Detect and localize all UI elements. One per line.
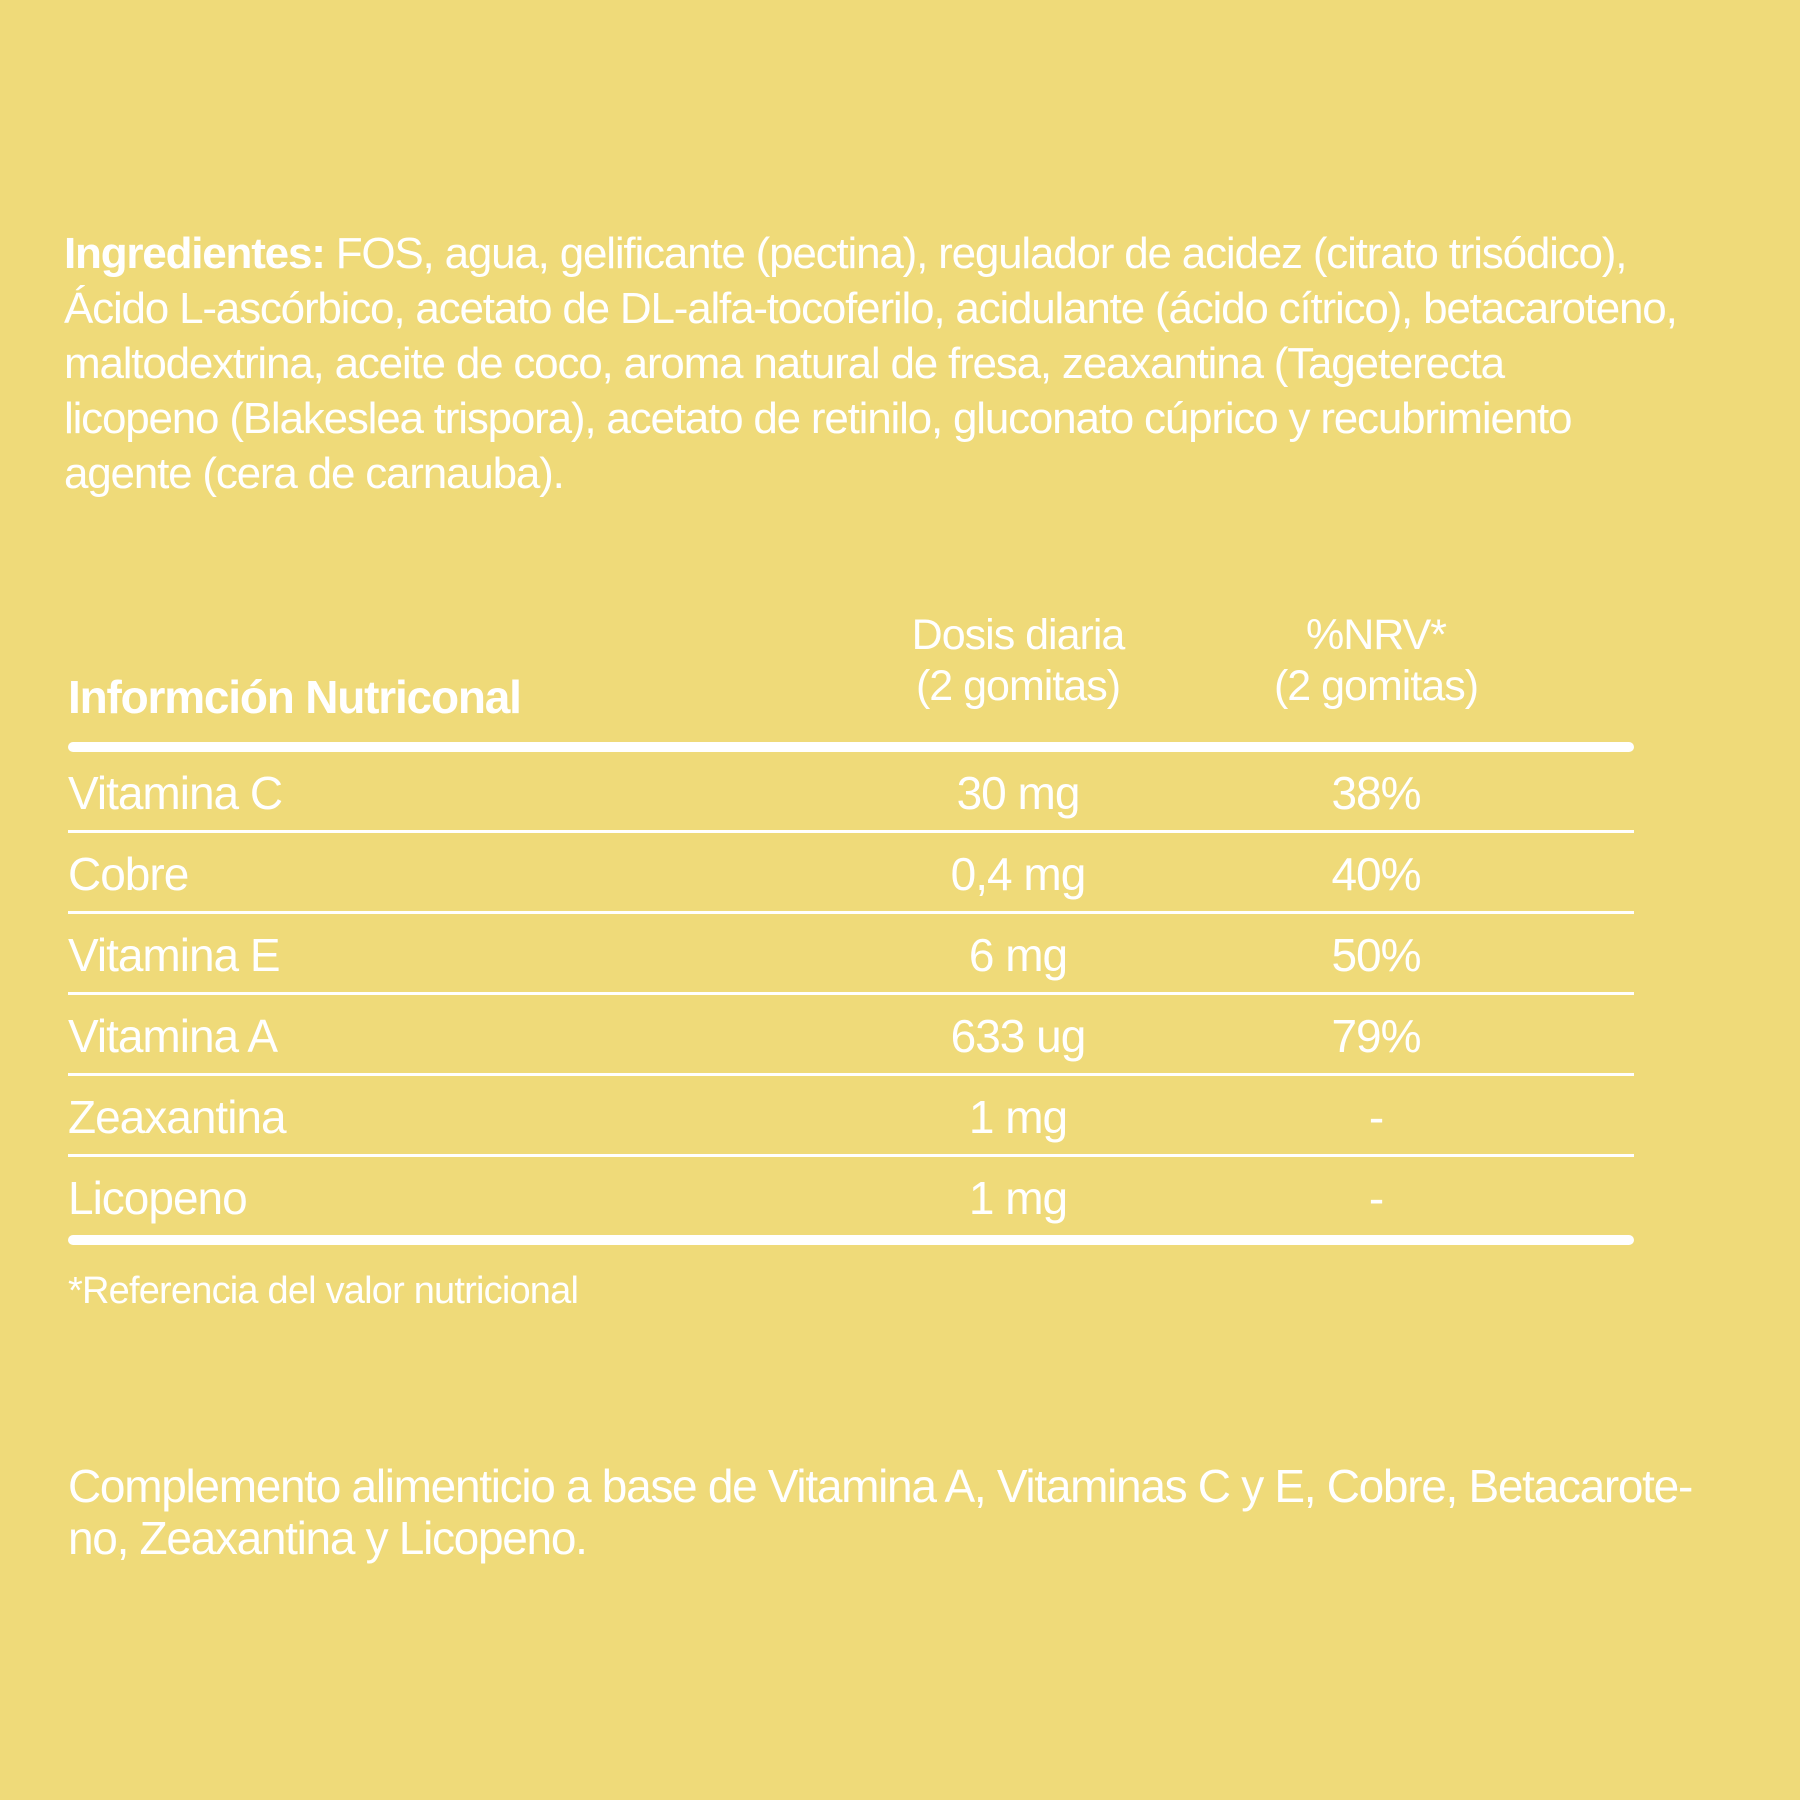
table-row	[68, 914, 1634, 995]
ingredients-paragraph	[64, 226, 1784, 501]
nutrient-nrv: 50%	[1331, 929, 1421, 981]
ingredients-line: maltodextrina, aceite de coco, aroma natural de fresa, zeaxantina (Tageterecta	[64, 339, 1504, 388]
table-row	[68, 995, 1634, 1076]
nutrient-dose: 0,4 mg	[950, 848, 1086, 900]
table-row	[68, 752, 1634, 833]
nrv-footnote: *Referencia del valor nutricional	[68, 1270, 579, 1312]
nutrient-dose: 1 mg	[968, 1091, 1068, 1143]
description-line: Complemento alimenticio a base de Vitamina A, Vitaminas C y E, Cobre, Betacarote-	[68, 1460, 1692, 1512]
nutrient-name: Vitamina A	[68, 1010, 278, 1062]
description-line: no, Zeaxantina y Licopeno.	[68, 1512, 587, 1564]
ingredients-line: Ácido L-ascórbico, acetato de DL-alfa-tocoferilo, acidulante (ácido cítrico), betacaroteno,	[64, 284, 1677, 333]
nutrient-name: Licopeno	[68, 1172, 247, 1224]
nutrient-nrv: -	[1368, 1091, 1384, 1143]
table-row	[68, 833, 1634, 914]
ingredients-line: agente (cera de carnauba).	[64, 449, 564, 498]
nutrient-name: Vitamina E	[68, 929, 280, 981]
table-top-rule	[68, 742, 1634, 752]
nutrient-dose: 6 mg	[968, 929, 1068, 981]
ingredients-lead: Ingredientes:	[64, 229, 325, 278]
nutrient-dose: 30 mg	[956, 767, 1080, 819]
nutrition-table-header	[68, 606, 1634, 742]
nutrient-nrv: 38%	[1331, 767, 1421, 819]
nutrient-name: Cobre	[68, 848, 189, 900]
nrv-column-header	[1216, 610, 1536, 712]
nutrient-name: Vitamina C	[68, 767, 283, 819]
table-row	[68, 1157, 1634, 1235]
nutrition-table	[68, 606, 1634, 1245]
nrv-header-line: %NRV*	[1306, 611, 1446, 659]
nutrient-nrv: -	[1368, 1172, 1384, 1224]
dose-header-line: (2 gomitas)	[915, 662, 1121, 710]
nutrient-name: Zeaxantina	[68, 1091, 286, 1143]
nutrition-table-title: Informción Nutriconal	[68, 671, 521, 723]
ingredients-text: FOS, agua, gelificante (pectina), regulador de acidez (citrato trisódico),	[324, 229, 1627, 278]
product-description	[68, 1460, 1768, 1564]
table-row	[68, 1076, 1634, 1157]
ingredients-line: licopeno (Blakeslea trispora), acetato de retinilo, gluconato cúprico y recubrimiento	[64, 394, 1572, 443]
nutrient-nrv: 79%	[1331, 1010, 1421, 1062]
nrv-header-line: (2 gomitas)	[1273, 662, 1479, 710]
dose-column-header	[858, 610, 1178, 712]
table-bottom-rule	[68, 1235, 1634, 1245]
nutrient-nrv: 40%	[1331, 848, 1421, 900]
nutrient-dose: 633 ug	[950, 1010, 1086, 1062]
nutrient-dose: 1 mg	[968, 1172, 1068, 1224]
dose-header-line: Dosis diaria	[911, 611, 1125, 659]
ingredients-line	[64, 226, 1784, 281]
